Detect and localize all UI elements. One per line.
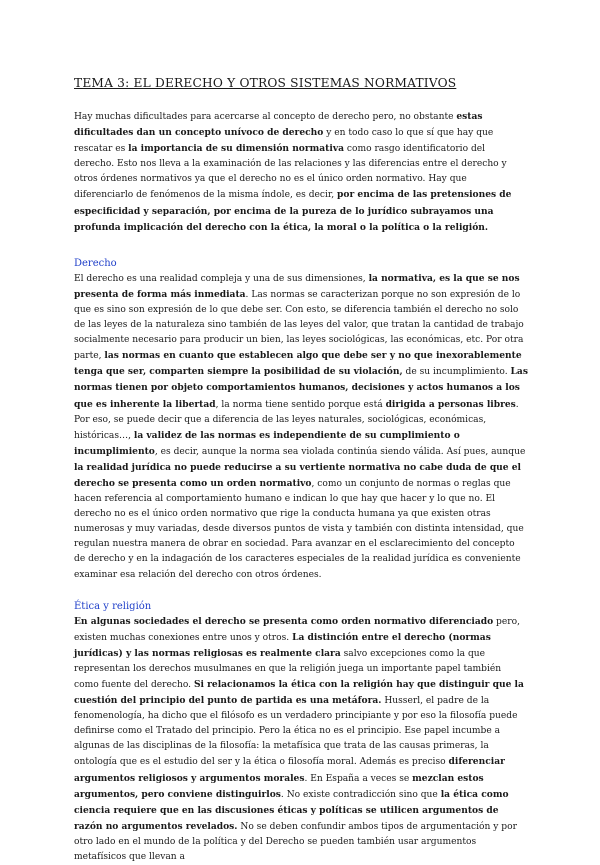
bold-text-run: estas dificultades dan un concepto unívoco de derecho: [74, 111, 483, 139]
bold-text-run: dirigida a personas libres: [385, 398, 516, 410]
document-title: TEMA 3: EL DERECHO Y OTROS SISTEMAS NORMATIVOS: [74, 76, 457, 90]
bold-text-run: La distinción entre el derecho (normas jurídicas) y las normas religiosas es realmente clara: [74, 631, 491, 659]
text-run: Hay muchas dificultades para acercarse al concepto de derecho pero, no obstante: [74, 112, 457, 122]
section-heading-derecho: Derecho: [74, 257, 117, 269]
text-run: . En España a veces se: [304, 773, 413, 784]
text-run: No se deben confundir ambos tipos de argumentación y por otro lado en el mundo de la política y del Derecho se pueden también usar argumentos metafísicos que llevan a: [74, 821, 517, 863]
section-heading-etica-religion: Ética y religión: [74, 600, 152, 612]
text-run: , la norma tiene sentido porque está: [215, 399, 386, 410]
bold-text-run: En algunas sociedades el derecho se presenta como orden normativo diferenciado: [74, 615, 494, 627]
intro-paragraph: [74, 109, 528, 236]
text-run: como rasgo identificatorio del derecho. Esto nos lleva a la examinación de las relaciones y las diferencias entre el derecho y otros órdenes normativos ya que el derecho no es el único orden normativo. Hay que diferenciarlo de fenómenos de la misma índole, es decir,: [74, 144, 507, 201]
spacer: [74, 583, 528, 599]
text-run: . Por eso, se puede decir que a diferencia de las leyes naturales, sociológicas, económicas, históricas…,: [74, 399, 519, 441]
bold-text-run: mezclan estos argumentos, pero conviene distinguirlos: [74, 772, 484, 800]
spacer: [74, 236, 528, 256]
bold-text-run: diferenciar argumentos religiosos y argumentos morales: [74, 756, 505, 784]
bold-text-run: la realidad jurídica no puede reducirse a su vertiente normativa no cabe duda de que el derecho se presenta como un orden normativo: [74, 461, 521, 489]
text-run: Husserl, el padre de la fenomenología, ha dicho que el filósofo es un verdadero principiante y por eso la filosofía puede definirse como el Tratado del principio. Pero la ética no es el principio. Ese papel incumbe a algunas de las disciplinas de la filosofía: la metafísica que trata de las causas primeras, la ontología que es el estudio del ser y la ética o filosofía moral. Además es preciso: [74, 696, 518, 768]
etica-religion-paragraph: [74, 614, 528, 865]
text-run: . No existe contradicción sino que: [280, 789, 441, 800]
bold-text-run: las normas en cuanto que establecen algo que debe ser y no que inexorablemente tenga que ser, comparten siempre la posibilidad de su violación,: [74, 350, 522, 378]
bold-text-run: por encima de las pretensiones de especificidad y separación, por encima de la pureza de lo jurídico subrayamos una profunda implicación del derecho con la ética, la moral o la política o la religión.: [74, 189, 512, 233]
text-run: . Las normas se caracterizan porque no son expresión de lo que es sino son expresión de lo que debe ser. Con esto, se diferencia también el derecho no solo de las leyes de la naturaleza sino también de las leyes del valor, que tratan la cantidad de trabajo socialmente necesario para producir un bien, las leyes sociológicas, las económicas, etc. Por otra parte,: [74, 289, 524, 362]
bold-text-run: la importancia de su dimensión normativa: [128, 143, 345, 155]
bold-text-run: la normativa, es la que se nos presenta de forma más inmediata: [74, 272, 520, 300]
text-run: , como un conjunto de normas o reglas que hacen referencia al comportamiento humano e indican lo que hay que hacer y lo que no. El derecho no es el único orden normativo que rige la conducta humana ya que existen otras numerosas y muy variadas, desde diversos puntos de vista y también con distinta intensidad, que regulan nuestra manera de obrar en sociedad. Para avanzar en el esclarecimiento del concepto de derecho y en la indagación de los caracteres especiales de la realidad jurídica es conveniente examinar esa relación del derecho con otros órdenes.: [74, 478, 524, 580]
text-run: salvo excepciones como la que representan los derechos musulmanes en que la religión juega un importante papel también como fuente del derecho.: [74, 648, 502, 690]
bold-text-run: Las normas tienen por objeto comportamientos humanos, decisiones y actos humanos a los que es inherente la libertad: [74, 366, 528, 410]
text-run: de su incumplimiento.: [402, 367, 511, 378]
bold-text-run: Si relacionamos la ética con la religión hay que distinguir que la cuestión del principio del punto de partida es una metáfora.: [74, 679, 524, 707]
bold-text-run: la ética como ciencia requiere que en las discusiones éticas y políticas se utilicen argumentos de razón no argumentos revelados.: [74, 788, 509, 832]
derecho-paragraph: [74, 271, 528, 583]
text-run: , es decir, aunque la norma sea violada continúa siendo válida. Así pues, aunque: [154, 446, 526, 457]
text-run: pero, existen muchas conexiones entre unos y otros.: [74, 616, 520, 643]
bold-text-run: la validez de las normas es independiente de su cumplimiento o incumplimiento: [74, 429, 460, 457]
text-run: y en todo caso lo que sí que hay que rescatar es: [74, 128, 494, 155]
text-run: El derecho es una realidad compleja y una de sus dimensiones,: [74, 273, 369, 284]
